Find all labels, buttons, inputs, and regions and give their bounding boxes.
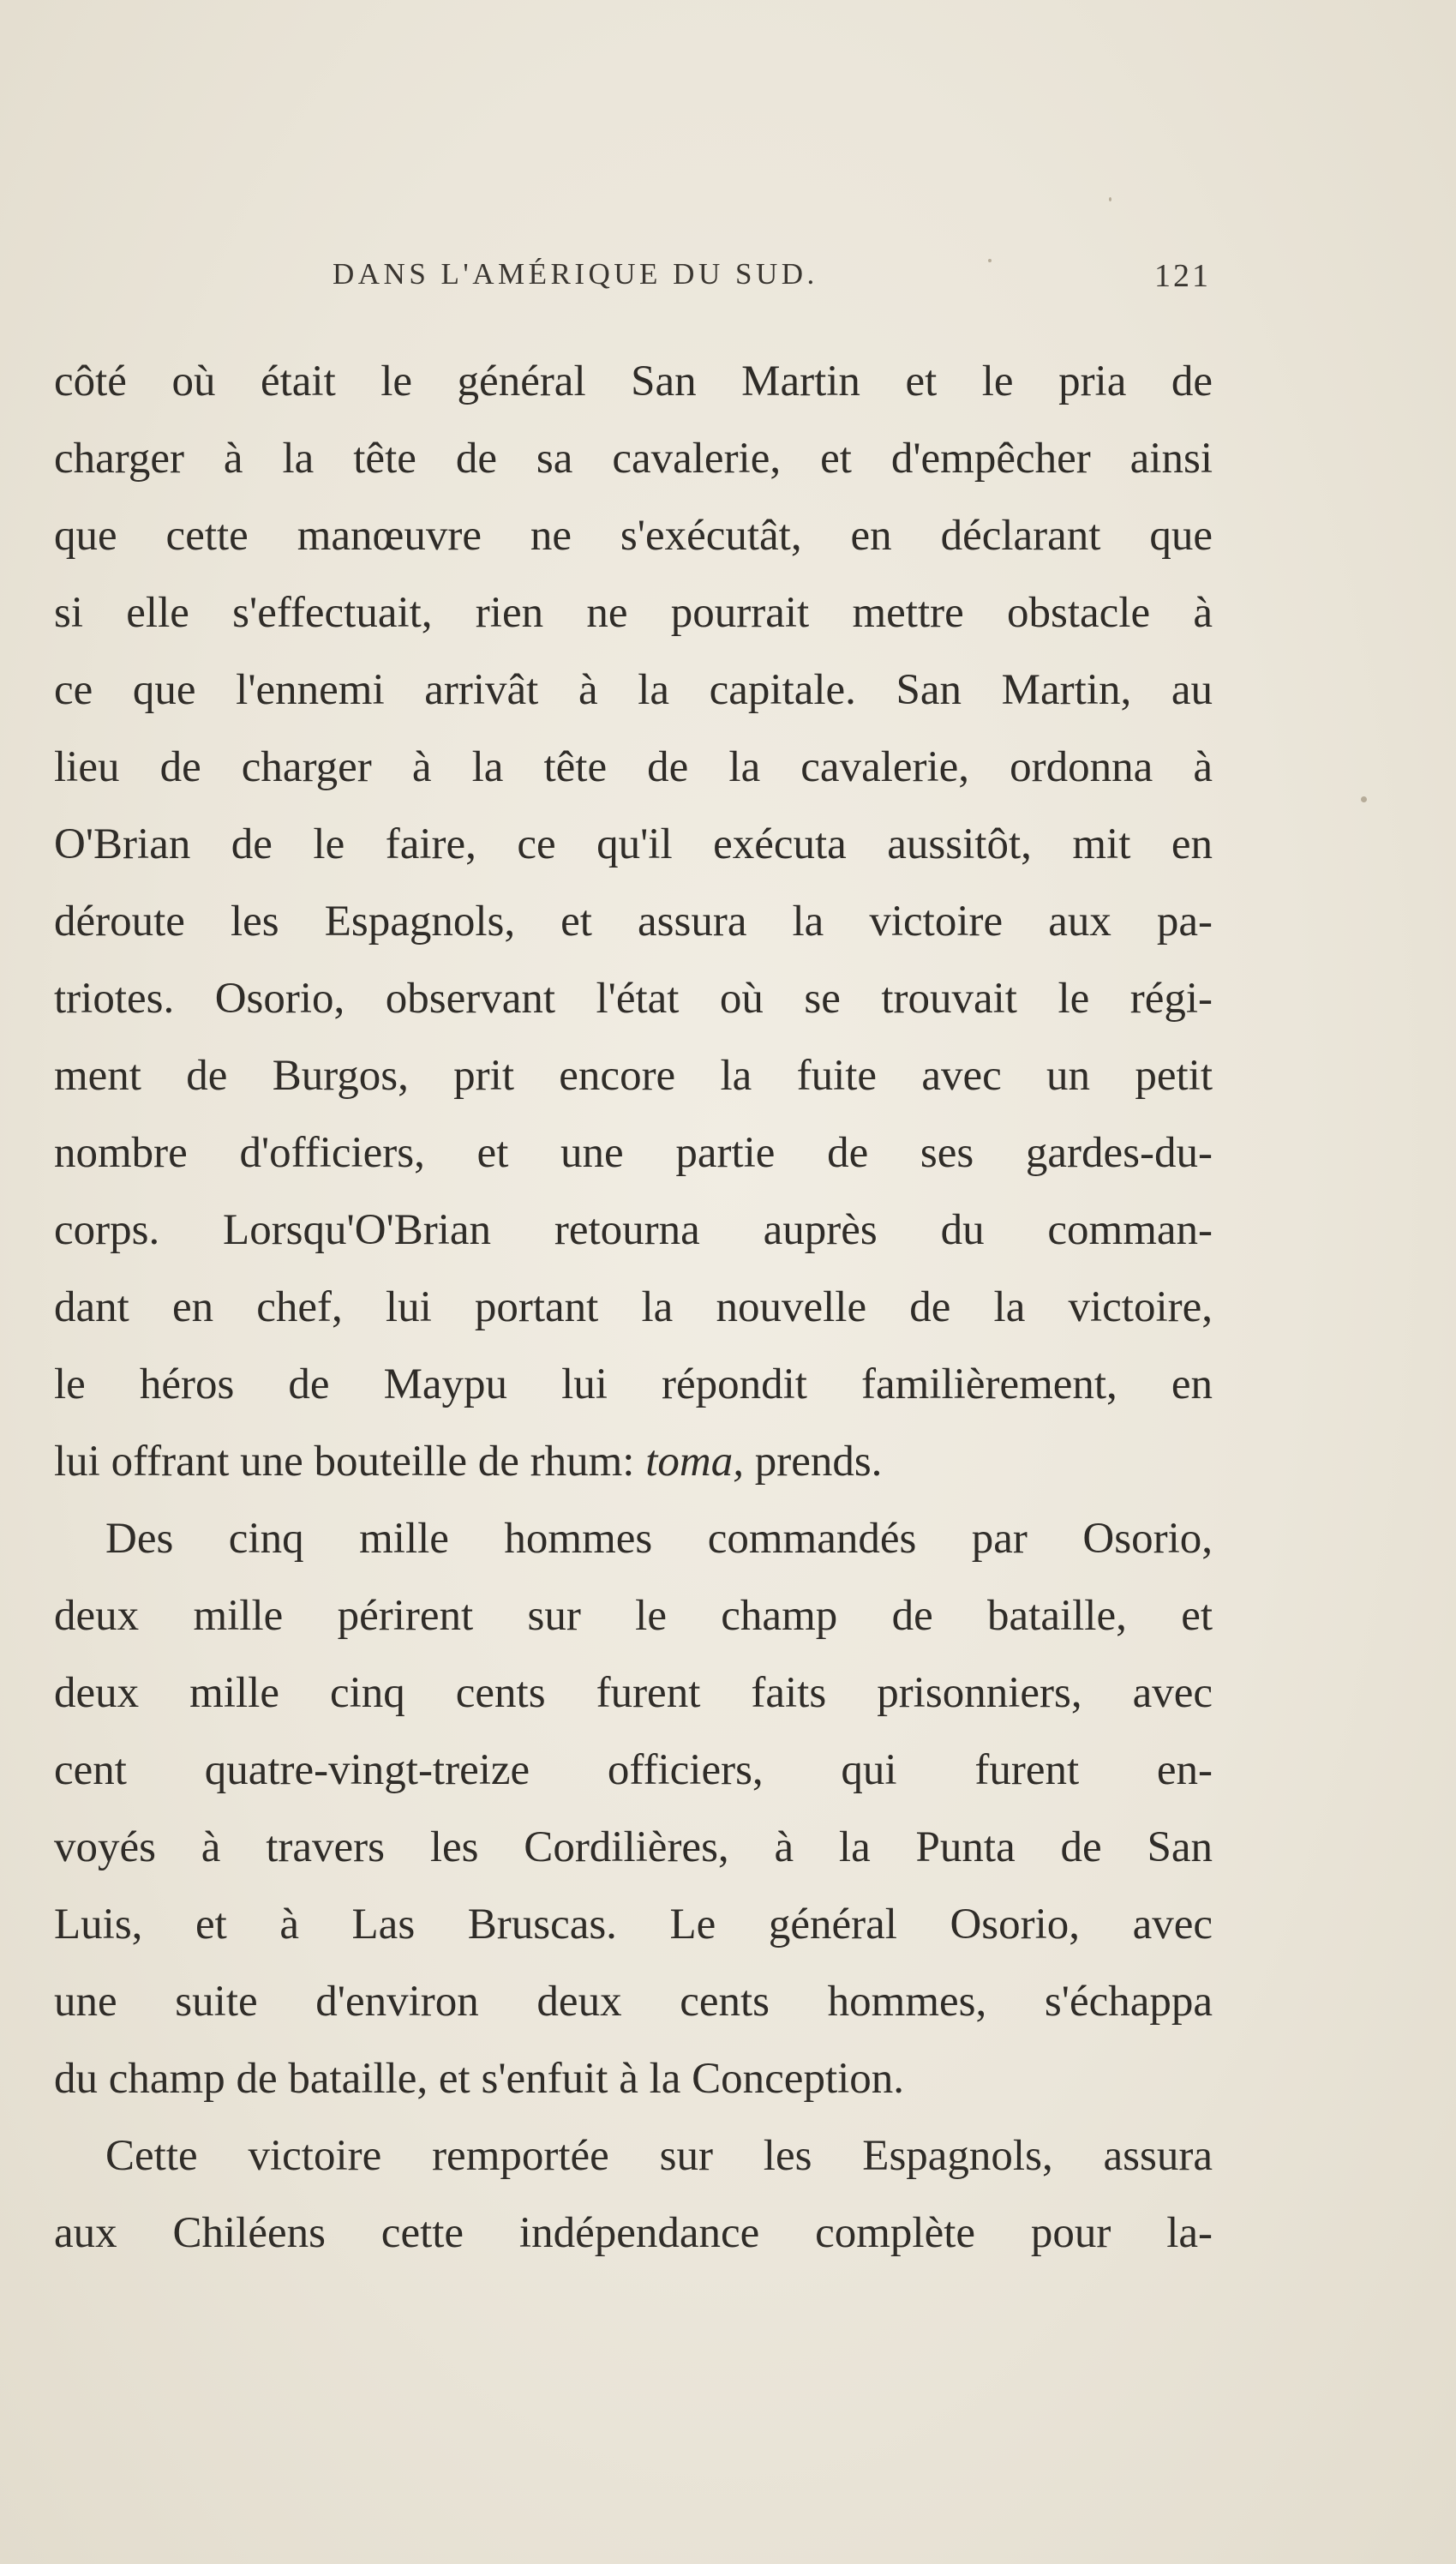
text-line: cent quatre-vingt-treize officiers, qui furent en- xyxy=(54,1746,1213,1794)
text-line: voyés à travers les Cordilières, à la Punta de San xyxy=(54,1823,1213,1871)
text-line: lieu de charger à la tête de la cavalerie, ordonna à xyxy=(54,743,1213,791)
paragraph-first-line: Des cinq mille hommes commandés par Osorio, xyxy=(105,1515,1213,1563)
text-line: dant en chef, lui portant la nouvelle de la victoire, xyxy=(54,1283,1213,1331)
text-line: ce que l'ennemi arrivât à la capitale. San Martin, au xyxy=(54,666,1213,714)
paragraph-first-line: Cette victoire remportée sur les Espagnols, assura xyxy=(105,2132,1213,2180)
text-line: côté où était le général San Martin et le pria de xyxy=(54,357,1213,405)
text-line: deux mille périrent sur le champ de bataille, et xyxy=(54,1592,1213,1640)
paper-spot xyxy=(1109,197,1111,201)
italic-word: toma, xyxy=(645,1438,744,1486)
text-line: aux Chiléens cette indépendance complète pour la- xyxy=(54,2209,1213,2257)
running-title: DANS L'AMÉRIQUE DU SUD. xyxy=(333,257,818,291)
running-head xyxy=(0,257,1456,309)
text-line: ment de Burgos, prit encore la fuite avec un petit xyxy=(54,1052,1213,1100)
text-line: O'Brian de le faire, ce qu'il exécuta aussitôt, mit en xyxy=(54,820,1213,868)
text-line: déroute les Espagnols, et assura la victoire aux pa- xyxy=(54,898,1213,946)
text-line: si elle s'effectuait, rien ne pourrait mettre obstacle à xyxy=(54,589,1213,637)
text-line: triotes. Osorio, observant l'état où se trouvait le régi- xyxy=(54,975,1213,1023)
text-line: nombre d'officiers, et une partie de ses gardes-du- xyxy=(54,1129,1213,1177)
text-line: du champ de bataille, et s'enfuit à la Conception. xyxy=(54,2055,905,2103)
page-number: 121 xyxy=(1154,258,1211,294)
text-line: Luis, et à Las Bruscas. Le général Osorio, avec xyxy=(54,1900,1213,1949)
text-line: une suite d'environ deux cents hommes, s'échappa xyxy=(54,1978,1213,2026)
text-line: le héros de Maypu lui répondit familièrement, en xyxy=(54,1360,1213,1408)
text-line: lui offrant une bouteille de rhum: toma, prends. xyxy=(54,1438,883,1486)
text-line: charger à la tête de sa cavalerie, et d'empêcher ainsi xyxy=(54,435,1213,483)
body-text xyxy=(54,343,1213,2272)
paper-spot xyxy=(1361,796,1367,802)
text-line: que cette manœuvre ne s'exécutât, en déclarant que xyxy=(54,512,1213,560)
text-line: corps. Lorsqu'O'Brian retourna auprès du comman- xyxy=(54,1206,1213,1254)
text-line: deux mille cinq cents furent faits prisonniers, avec xyxy=(54,1669,1213,1717)
